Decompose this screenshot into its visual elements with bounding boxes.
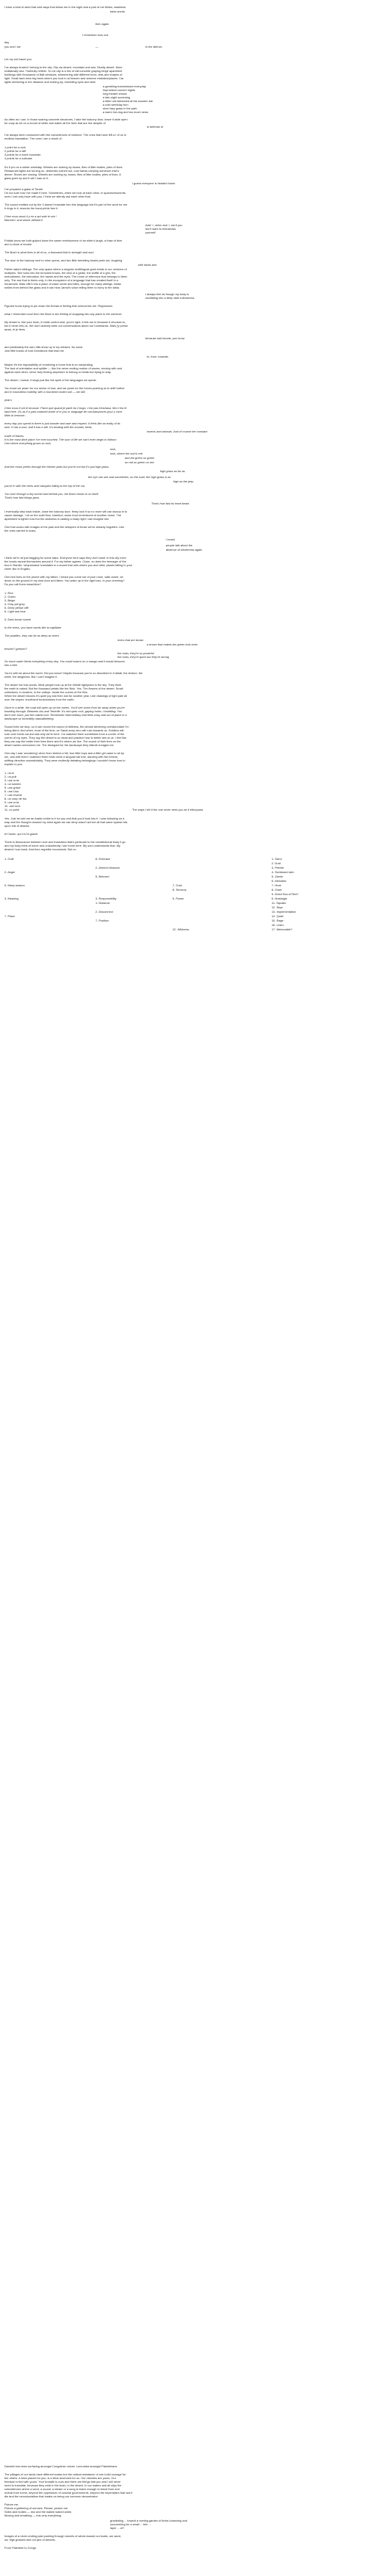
text-line: Restaurant lights are turning on, deliveries rushed out, cold hands carrying someone else's — [4, 170, 120, 173]
text-line: The Bush is what lives in all of us, a thousand-fold in strength and soul. — [4, 251, 95, 254]
word-list-cell: 8- Gaze — [272, 888, 282, 891]
text-line: My dream is, like your bush, it holds control and, you're right, it lets me in because it chooses to, — [4, 321, 126, 324]
text-line: 5- Deep yellow cliff — [4, 607, 29, 609]
text-line: map and the thought crossed my mind again we can deny wasn't act but all that came sparse bits — [4, 821, 128, 824]
text-line: — — [95, 46, 98, 48]
text-line: Once in a while, the road will open up on the mines. You'll see some from far away when you're — [4, 706, 125, 709]
text-line: but it never lets us. We don't actively seek out conversations about our homelands. Mais j'y pense — [4, 325, 128, 328]
text-line: I've always been consumed with the coincidences of violence. The ones that have left a l of us in — [4, 134, 126, 137]
text-line: I think we're all just begging for some stars. Everyone here says they don't want: in this city even — [4, 557, 126, 560]
text-line: a brown that makes the green look even — [147, 643, 198, 646]
text-line: I have a kind of wind that cold ways that follow me in the night and a part of me thinks, washless — [4, 6, 126, 9]
text-line: and in boundless mobility, with a murdered stolen soil — we still — [4, 391, 85, 394]
text-line: in the silence. — [145, 46, 163, 48]
text-line: shifting direction unpredictably. They were excitedly debating belongings I wouldn't know how to — [4, 759, 126, 762]
text-line: need to translate, because they exist in the bush, in the desert, in our waters and all slips the — [4, 2484, 122, 2487]
word-list-cell: 3- Pebble — [272, 866, 284, 869]
text-line: 8- un coup de fou — [4, 797, 27, 800]
text-line: the eye can see and sometimes, on the road, the high grass is as — [88, 476, 171, 479]
text-line: One that oozes with images of the past and the whispers of those we've already forgotten. Like — [4, 526, 125, 529]
word-list-cell: 2- Anger — [4, 870, 15, 874]
text-line: One bird lives on the phone with my father. I heard you come out of your room, walk closer, sit — [4, 576, 123, 579]
text-line: So much water feeds everything every day. You could swarm on a mango and it would blossom — [4, 660, 125, 663]
text-line: with sticks and — [138, 264, 157, 267]
word-list-cell: 16- Learn — [272, 923, 284, 927]
word-list-cell: 12- Wildness — [172, 927, 189, 931]
text-line: die and the neocolonialism that insists on being our common denominator. — [4, 2495, 98, 2498]
text-line: high as the jeep — [173, 480, 194, 483]
word-list-cell: 9- Many season — [4, 883, 25, 887]
word-list-cell: 1- Guilt — [4, 857, 14, 861]
text-line: apartment is lighter now but the darkness is casting a sharp light I can imagine into — [4, 518, 109, 521]
text-line: a gambling transmission everyday — [103, 85, 146, 88]
text-line: 6- une Lisa — [4, 790, 19, 793]
word-list-cell: 6- Melodies — [272, 879, 287, 883]
text-line: 9- une urne — [4, 801, 19, 804]
text-line: rush over heels out and ask why we're here. I've watched them sometimes from a corner of the — [4, 733, 125, 736]
word-list-cell: 3- Meaning — [4, 897, 19, 900]
text-line: Yes. Just he told me an Arabic treble to it for you and that you'd look into it. I was following on a — [4, 817, 125, 820]
text-line: Do you call them maschitos? — [4, 583, 41, 586]
text-line: I eventually step back inside, close the balcony door, firmly lock it so no more will can swoop in to — [4, 510, 128, 513]
text-line: land here. It's as if a yam-matured wrote of in you or language de connaissances pour y vivre. — [4, 410, 123, 413]
word-list-cell: 11- Squalid — [272, 901, 286, 905]
text-line: You know we yearn for our sense of loss, and we yearn for the forces pushing us to shift further — [4, 387, 125, 390]
text-line: against each other, never truly finding anywhere to belong or break but trying to stay. — [4, 371, 112, 374]
text-line: 3 points for a burnt mountain — [4, 153, 41, 156]
text-line: lush, — [110, 448, 117, 451]
text-line: explain to you. — [4, 763, 23, 766]
text-line: Picture a gathering of sorrows. Please, picture me. — [4, 2507, 69, 2510]
text-line: 10- une lune — [4, 805, 21, 808]
text-line: day — [4, 41, 10, 44]
text-line: gravitating ... toward a riveting garden of limbs loosening and — [110, 2519, 187, 2522]
text-line: When the desert blooms it's quiet joy and then lost for another year. Like drawings of light pale all — [4, 695, 128, 698]
text-line: I heard — [166, 538, 175, 541]
text-line: Sound lives we stop, so it can record the sound of stillness, the almost deceiving overabundant I'm — [4, 726, 129, 728]
text-line: because sad haunts, you know — [145, 337, 185, 340]
text-line: light. Small dark brick trig trees where you look in at heaven and observe mistakes/places. Car — [4, 77, 124, 80]
text-line: collections, in clusters, in the valleys. Inside the curves of the Kifa. — [4, 691, 88, 694]
text-line: over the slopes, shorthand brushstrokes from the earth. — [4, 698, 75, 701]
text-line: 1 point for a rock — [4, 146, 26, 149]
text-line: every day you spend in there is just wonder and awe and respect. It feels like an entity of its — [4, 422, 120, 425]
text-line: absence of wholeness again. — [166, 549, 203, 551]
text-line: yearn. — [4, 399, 12, 402]
text-line: on red on green on red — [125, 461, 154, 464]
text-line: rustle of leaves. — [4, 435, 25, 438]
text-line: short lazy grass in the park — [103, 107, 137, 110]
text-line: Images of a never-ending past pushing through tunnels of winds toward our boats, our sand, — [4, 2535, 121, 2538]
word-list-cell: 2- Disconnect — [95, 910, 113, 913]
text-line: 11- un point — [4, 808, 20, 811]
word-list-cell: 1- Sand — [272, 857, 282, 861]
text-line: ones I can only have with you, I think we silently ask each other that. — [4, 195, 91, 198]
text-line: The desert too has words. Most people look up at the infinite lightyears in the sky. They think — [4, 684, 122, 687]
word-list-cell: 7- Position — [95, 919, 109, 922]
text-line: freedom is tied with yours. Your breadth is ours and there are things that you and I will never — [4, 2481, 121, 2483]
text-line: Sides and bodies — two and the waked waked wahe. — [4, 2511, 73, 2514]
text-line: then again. — [95, 23, 110, 26]
text-line: It is the most alive place I've ever touched. The sum of life we can't even begin to fathom. — [4, 438, 117, 441]
text-line: what I remember most from the Bush is the feeling of snapping into any place in the universe. — [4, 313, 123, 316]
text-line: Figured hours trying to pin down the thread of feeling that overcomes me. Regression. — [4, 305, 114, 308]
word-list-cell: 3- Responsibility — [95, 897, 117, 900]
text-line: You're still me about the world. Did you know? Maybe because you're so described in it detail, the texture, the — [4, 672, 143, 675]
text-line: for coup as let on a mount of white and watch all the lives that are live despite of — [4, 122, 106, 125]
text-line: our high grasses and our jars of dreams. — [4, 2539, 56, 2541]
text-line: the ones carried in scars. — [4, 529, 37, 532]
text-line: rivers that are brown — [117, 639, 144, 642]
text-line: own. It has a soul, and it has a will. It's beating with the sounds, birds, — [4, 426, 92, 429]
text-line: revival from home, beyond the oppression of colonial governments, beyond the imperialism that won't — [4, 2492, 133, 2494]
text-line: It rings in it, reworks the hand-prints free it. — [4, 207, 59, 210]
text-line: smell, the tanginess. But I can't imagine it. — [4, 676, 58, 679]
text-line: buildings with thousands of little windows, shimmering with different hues, tints and shapes of — [4, 73, 123, 76]
text-line: fresher? greener? — [4, 648, 27, 651]
text-line: The puddles, they can be as deep as rivers — [4, 634, 59, 637]
text-line: coincidences where a word, a sound, a dream or a song is brave enough to travel from and — [4, 2488, 120, 2491]
word-list-cell: 9- Dried Sea of Red? — [272, 892, 299, 896]
word-list-cell: 14- Quiet — [272, 914, 284, 918]
text-line: yourself — [145, 231, 156, 234]
word-list-cell: 4- Sunkissed skin — [272, 870, 294, 874]
word-list-cell: 8- Embrace — [95, 857, 111, 861]
text-line: 1- uh-ni — [4, 772, 15, 775]
text-line: 2- Green — [4, 596, 16, 598]
text-line: a cold weekday turn — [103, 104, 128, 106]
word-list-cell: 8- Sensory — [172, 888, 186, 891]
word-list-cell: 5- Zande — [272, 875, 283, 878]
text-line: Maybe it's the impossibility of reclaiming a home that is so nauseating. — [4, 363, 93, 366]
word-list-cell: 6- Nostalgia — [272, 897, 287, 900]
text-line: I always feel as though my body is — [145, 293, 189, 296]
text-line: people talk about the — [166, 544, 193, 547]
text-line: Frädds know we both gulped down the same reminiscence of an elder's laugh, a thaw of dice — [4, 239, 123, 242]
text-line: I remember how one — [82, 34, 109, 37]
text-line: the others. A brick placed for you, is a brick anchored for us. Our victories are yours. Our — [4, 2477, 117, 2480]
text-line: Marcher l and shone defined it — [4, 219, 43, 222]
text-line: One where everything grows so lush, — [4, 442, 52, 445]
text-line: et l'ululer, qui n'a l'a gravel. — [4, 833, 39, 836]
text-line: lights stretching in the distance and rushing by, mumbling eyes and wish — [4, 81, 96, 84]
text-line: layer ... of? — [110, 2527, 125, 2530]
text-line: I've prepared a glass of Tandir. — [4, 188, 43, 191]
text-line: As often as I can. In those soaring concrete structures, I take the balcony door, leave it wide open — [4, 118, 128, 121]
text-line: to, from, towards. — [147, 355, 170, 358]
text-line: 3- une urne — [4, 779, 19, 782]
text-line: a warm hot-dog and too much news — [103, 111, 148, 114]
text-line: me, and with them I watched three birds circle a singular tail tree, dancing with the breeze, — [4, 756, 119, 759]
text-line: don't see more, just the naked rock. Remember intermediary that feels easy and out of place in a — [4, 714, 127, 717]
text-line: succumbing for a small ... thin ... — [110, 2523, 151, 2526]
text-line: 3- Beige — [4, 599, 15, 602]
text-line: upon lots of attacks. — [4, 825, 30, 828]
text-line: cause damage. I sit on the solid floor, barefoot, warm food reminiscent of another home. The — [4, 514, 122, 517]
text-line: they can say the better their lives there and it's where we live. The sound of their tires on the — [4, 740, 121, 743]
word-list-cell: 15- Rage — [272, 919, 284, 922]
text-line: The sound emitted out by the 3 doesn't translate into this language but it's part of the word for me. — [4, 203, 128, 206]
text-line: desires' how burst. And then regretful reconnects. But on — [4, 848, 76, 851]
text-line: cheer like in English. — [4, 568, 31, 571]
text-line: and predictably the narc hills show up in my dreams. No sand. — [4, 346, 84, 349]
text-line: long theatre shows — [103, 93, 127, 95]
text-line: in defense of — [147, 126, 164, 129]
text-line: I guess everyone is headed home. — [132, 182, 176, 185]
text-line: insects and animals. And of course the constant — [147, 430, 208, 433]
text-line: Just little tracks of rock formations that lead me — [4, 350, 65, 352]
text-line: multiples. She turns into the furrowed brows, the click of a globe, the sniffle of a grin, the — [4, 272, 116, 275]
text-line: 5- une grâce — [4, 786, 21, 789]
text-line: 4- Clay-pot grey — [4, 603, 25, 606]
text-line: embodiment, the intonation, the hands and the eyes. The home of reference that belongs to them — [4, 275, 128, 278]
word-list-cell: 2- Almond blossom — [95, 866, 120, 869]
word-list-cell: 13- Implementation — [272, 910, 297, 913]
text-line: high grass as far as — [160, 470, 185, 473]
text-line: 4 points for a suitcase — [4, 157, 32, 160]
text-line: oscillating into a deep dark hollowness. — [145, 297, 195, 300]
text-line: and the green so green — [125, 457, 155, 460]
text-line: down on the ground in my shut door and listen. You wake up in the right loss. In your cheering? — [4, 579, 125, 582]
text-line: 6- Light sea blue — [4, 610, 26, 613]
text-line: Mais la brousse... — [4, 414, 27, 417]
text-line: The lack of orientation and splitter — like the never-ending motion of waves, moving with and — [4, 367, 123, 370]
text-line: Father asked siblings: The only space where a singular multilingual gush exists in our versions of — [4, 268, 127, 271]
text-line: into a tree. — [4, 664, 18, 667]
text-line: One day I was 'wondering' when from behind a hill, four little boys and a little girl came to sit by — [4, 752, 124, 755]
text-line: lush, where the soil is red — [110, 452, 142, 455]
text-line: 2 points for a cliff — [4, 150, 26, 153]
text-line: corner of my eyes. They say the desert is so dead and practice how to better aim at us. I feel like — [4, 737, 127, 739]
text-line: In the rivers, you have words like la capillaire. — [4, 626, 62, 629]
text-line: a late-night screening — [103, 96, 131, 99]
word-list-cell: 7- Heat — [272, 883, 281, 887]
text-line: The pillages of our lands have different scales but the radical resistance of one build courage for — [4, 2473, 126, 2476]
text-line: The door to the balcony next to mine opens, and two little trembling heads peek out, laughing. — [4, 259, 123, 262]
text-line: From Palestine to Congo. — [4, 2547, 37, 2550]
word-list-cell: 2- Dust — [272, 861, 281, 865]
text-line: I'm not sure how I've made it here. Sometimes, when we look at each other, in spaces/moments, — [4, 192, 126, 195]
text-line: 2- un-puit — [4, 775, 17, 778]
text-line: the earth is naked. But the thousand petals like the Nish. Yes. The flowers of the desert. Small — [4, 687, 123, 690]
text-line: There is dissonance between love and frustration that's particular to the constitutional body it go — [4, 841, 126, 844]
text-line: being silent. And when, most of the time, on Saudi army zero will rush towards us. Soldiers will — [4, 729, 124, 732]
word-list-cell: 5- Beloved — [95, 875, 109, 878]
text-line: household. Mais offe's into a place of warm stone and kites, enough for many siblings. Aldas — [4, 283, 121, 286]
text-line: the roots, they're so powerful — [117, 652, 154, 655]
text-line: Let my soil haunt you. — [4, 58, 32, 61]
text-line: realistically sea. Truthfully neither. To me city is a mix of tall concrete graying beige apartment — [4, 70, 123, 73]
word-list-cell: 12- Skye — [272, 905, 283, 909]
text-line: 7- une rêverie — [4, 794, 23, 797]
text-line: the books repeat themselves around it. For my father agrees. Close, so does the teenager of the — [4, 560, 126, 563]
text-line: Darwish has been surfacing amongst Congolese voices. Lumumba amongst Palestinians. — [4, 2465, 118, 2468]
word-list-cell: 7- Place — [4, 914, 15, 918]
text-line: aussi, et je tiens — [4, 328, 25, 331]
text-line: you're in with the vines and canopies falling to the top of the car. — [4, 485, 86, 488]
text-line: back-words. — [110, 10, 126, 13]
text-line: You rush through a tiny tunnel and behind you, the Bush closes in on itself. — [4, 493, 99, 496]
text-line: Chez nous aussi il y en a qui sale le soir ! — [4, 215, 57, 218]
text-line: Picture me. — [4, 2503, 19, 2506]
text-line: smiles from behind the glass and it can hear Jamal's voice telling them to hurry to the tabla. — [4, 286, 120, 289]
text-line: the roots, they're quick but they're strong. — [117, 656, 170, 659]
text-line: 4- un lumière — [4, 783, 21, 786]
text-line: And the moon peeks through the thinner parts but you're not but it's just high grass. — [4, 466, 110, 468]
text-line: Chez nous il ont le brousse. Parce que quand je parle du Congo, c'est pas Kinshasa. Moi c'est le — [4, 407, 127, 410]
text-line: and a cloud of smoke. — [4, 243, 33, 246]
text-line: you and I we — [4, 46, 21, 48]
text-line: traveling through. Between Aru and Tenerife. It's red open rock, gaping holes. Unsettling. You — [4, 710, 123, 713]
text-line: and my body feels at home and undoubtedly I am home here. My soul understands that. My — [4, 844, 120, 847]
text-line: a bitter old fashioned at the wooden bar — [103, 100, 153, 103]
word-list-cell: 7- Gust — [172, 883, 182, 887]
text-line: dinner. Stores are closing. Wheels are rushing by, buses, flies of little bodies, piles of lives. A — [4, 173, 121, 176]
text-line: only. The one that is theirs only. In the ecosystem of a language that has created itself in a — [4, 279, 118, 282]
word-list-cell: 1- Distance — [95, 901, 110, 905]
word-list-cell: 5- Power — [172, 897, 184, 900]
text-line: landscape so incredibly naturalibleking. — [4, 717, 54, 720]
text-line: That's how fast its heart beats — [151, 502, 189, 505]
text-line: Adel 'ı, vehm and 'ı, sia if you — [145, 224, 183, 227]
text-line: bus in Ramila. 'whynamana' translates in a sound that rolls where you and other planes falling in your — [4, 564, 133, 567]
text-line: improvised concert nights — [103, 89, 136, 92]
text-line: desert sands overcomes me. The disregard for the landscape they disturb enrages me. — [4, 744, 115, 747]
text-line: It's 5 pm on a winter weekday. Wheels are rushing by buses, flies of little bodies, piles of lives. — [4, 166, 123, 169]
text-line: I've always trusted I belong to the city. City via desert, mountain and sea. Mostly desert. More — [4, 66, 123, 69]
word-list-cell: 17- Memorable? — [272, 927, 293, 931]
text-line: Moving and breathing — this very everything. — [4, 2514, 62, 2517]
text-line: The desert, I swear, it sings just like the spirit of the languages we speak. — [4, 379, 97, 382]
text-line: The ways I tell it the one never sees you as it ethnopara. — [132, 808, 204, 811]
text-line: 1- Red — [4, 592, 13, 595]
text-line: don't want to embarrass — [145, 228, 176, 231]
text-line: glass goes by and it will I was on it. — [4, 177, 49, 180]
text-line: endless translation. The ones I am a result of: — [4, 137, 62, 140]
text-line: 5- Dark brown tunnel — [4, 618, 32, 621]
text-line: That's how fast things grow. — [4, 496, 40, 499]
